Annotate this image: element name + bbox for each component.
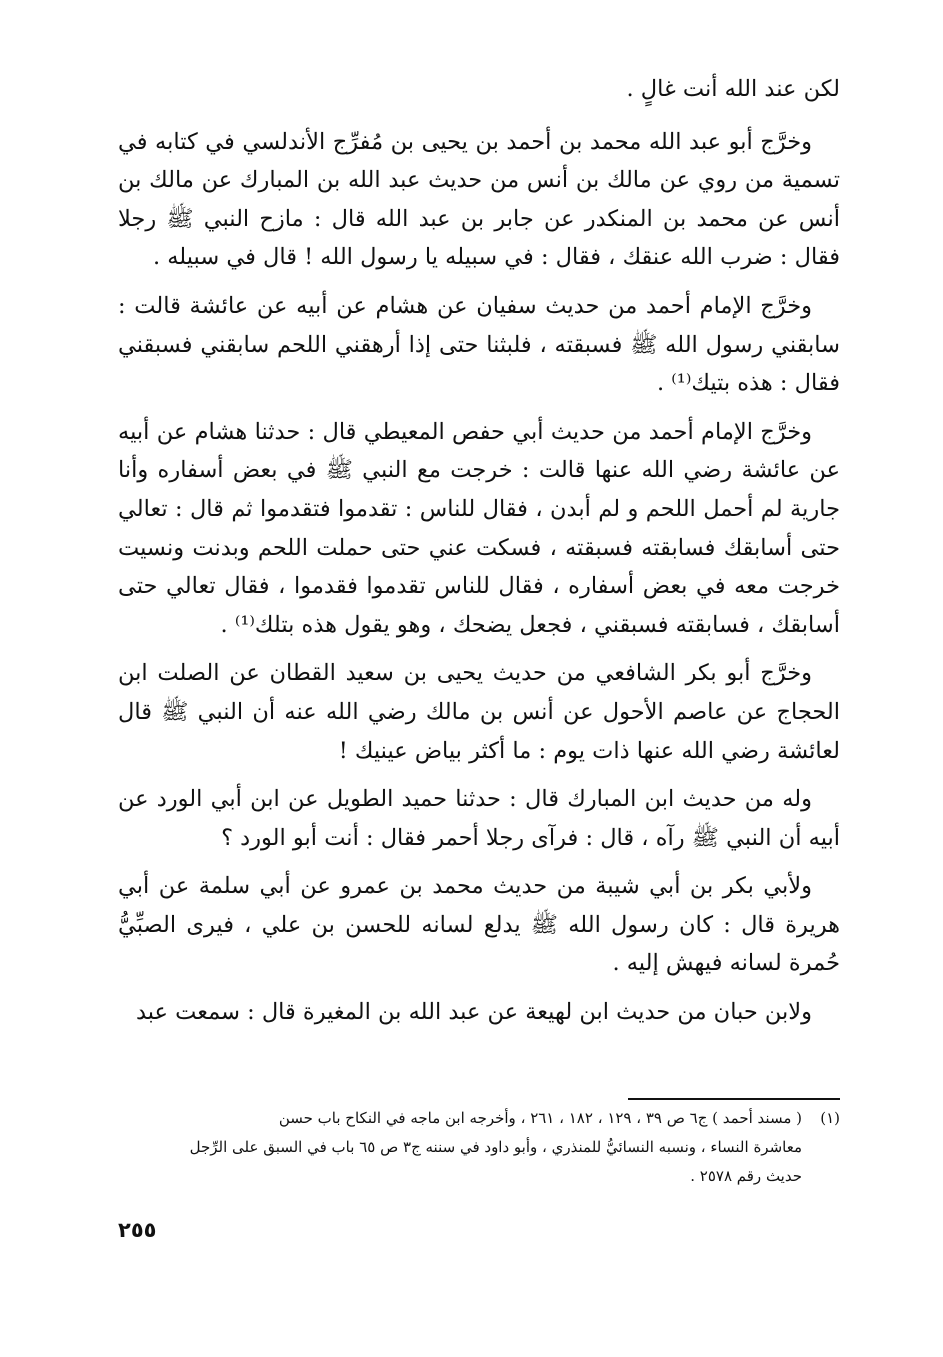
paragraph-3: وخرَّج الإمام أحمد من حديث سفيان عن هشام عن أبيه عن عائشة قالت : سابقني رسول الله ﷺ فسبقته ، فلبثنا حتى إذا أرهقني اللحم سابقني فسبقني فقال : هذه بتيك⁽¹⁾ . bbox=[118, 292, 840, 397]
paragraph-6: وله من حديث ابن المبارك قال : حدثنا حميد الطويل عن ابن أبي الورد عن أبيه أن النبي ﷺ رآه ، قال : فرآى رجلا أحمر فقال : أنت أبو الورد ؟ bbox=[118, 786, 840, 851]
paragraph-5: وخرَّج أبو بكر الشافعي من حديث يحيى بن سعيد القطان عن الصلت ابن الحجاج عن عاصم الأحول عن أنس بن مالك رضي الله عنه أن النبي ﷺ قال لعائشة رضي الله عنها ذات يوم : ما أكثر بياض عينيك ! bbox=[118, 660, 840, 764]
paragraph-4: وخرَّج الإمام أحمد من حديث أبي حفص المعيطي قال : حدثنا هشام عن أبيه عن عائشة رضي الله عنها قالت : خرجت مع النبي ﷺ في بعض أسفاره وأنا جارية لم أحمل اللحم و لم أبدن ، فقال للناس : تقدموا فتقدموا ثم قال : تعالي حتى أسابقك فسابقته فسبقته ، فسكت عني حتى حملت اللحم وبدنت ونسيت خرجت معه في بعض أسفاره ، فقال للناس تقدموا فقدموا ، فقال تعالي حتى أسابقك ، فسابقته فسبقني ، فجعل يضحك ، وهو يقول هذه بتلك⁽¹⁾ . bbox=[118, 418, 840, 638]
footnote-line-1 bbox=[118, 1104, 840, 1133]
footnote-divider bbox=[628, 1098, 840, 1100]
paragraph-1: لكن عند الله أنت غالٍ . bbox=[626, 76, 840, 102]
paragraph-2: وخرَّج أبو عبد الله محمد بن أحمد بن يحيى بن مُفرِّج الأندلسي في كتابه في تسمية من روي عن مالك بن أنس من حديث عبد الله بن المبارك عن مالك بن أنس عن محمد بن المنكدر عن جابر بن عبد الله قال : مازح النبي ﷺ رجلا فقال : ضرب الله عنقك ، فقال : في سبيله يا رسول الله ! قال في سبيله . bbox=[118, 128, 840, 271]
paragraph-8: ولابن حبان من حديث ابن لهيعة عن عبد الله بن المغيرة قال : سمعت عبد bbox=[135, 999, 812, 1026]
footnote-marker: (١) bbox=[820, 1109, 840, 1127]
footnotes bbox=[118, 1104, 840, 1191]
footnote-line-2: معاشرة النساء ، ونسبه النسائيُّ للمنذري ، وأبو داود في سننه ج٣ ص ٦٥ باب في السبق على الرِّجل bbox=[189, 1138, 802, 1156]
page-body bbox=[118, 70, 840, 1042]
paragraph-7: ولأبي بكر بن أبي شيبة من حديث محمد بن عمرو عن أبي سلمة عن أبي هريرة قال : كان رسول الله ﷺ يدلع لسانه للحسن بن علي ، فيرى الصبِّيُّ حُمرة لسانه فيهش إليه . bbox=[118, 873, 840, 977]
footnote-text-1: ( مسند أحمد ) ج٦ ص ٣٩ ، ١٢٩ ، ١٨٢ ، ٢٦١ ، وأخرجه ابن ماجه في النكاح باب حسن bbox=[278, 1109, 802, 1127]
page-number: ٢٥٥ bbox=[118, 1218, 157, 1242]
footnote-line-3: حديث رقم ٢٥٧٨ . bbox=[690, 1167, 802, 1185]
